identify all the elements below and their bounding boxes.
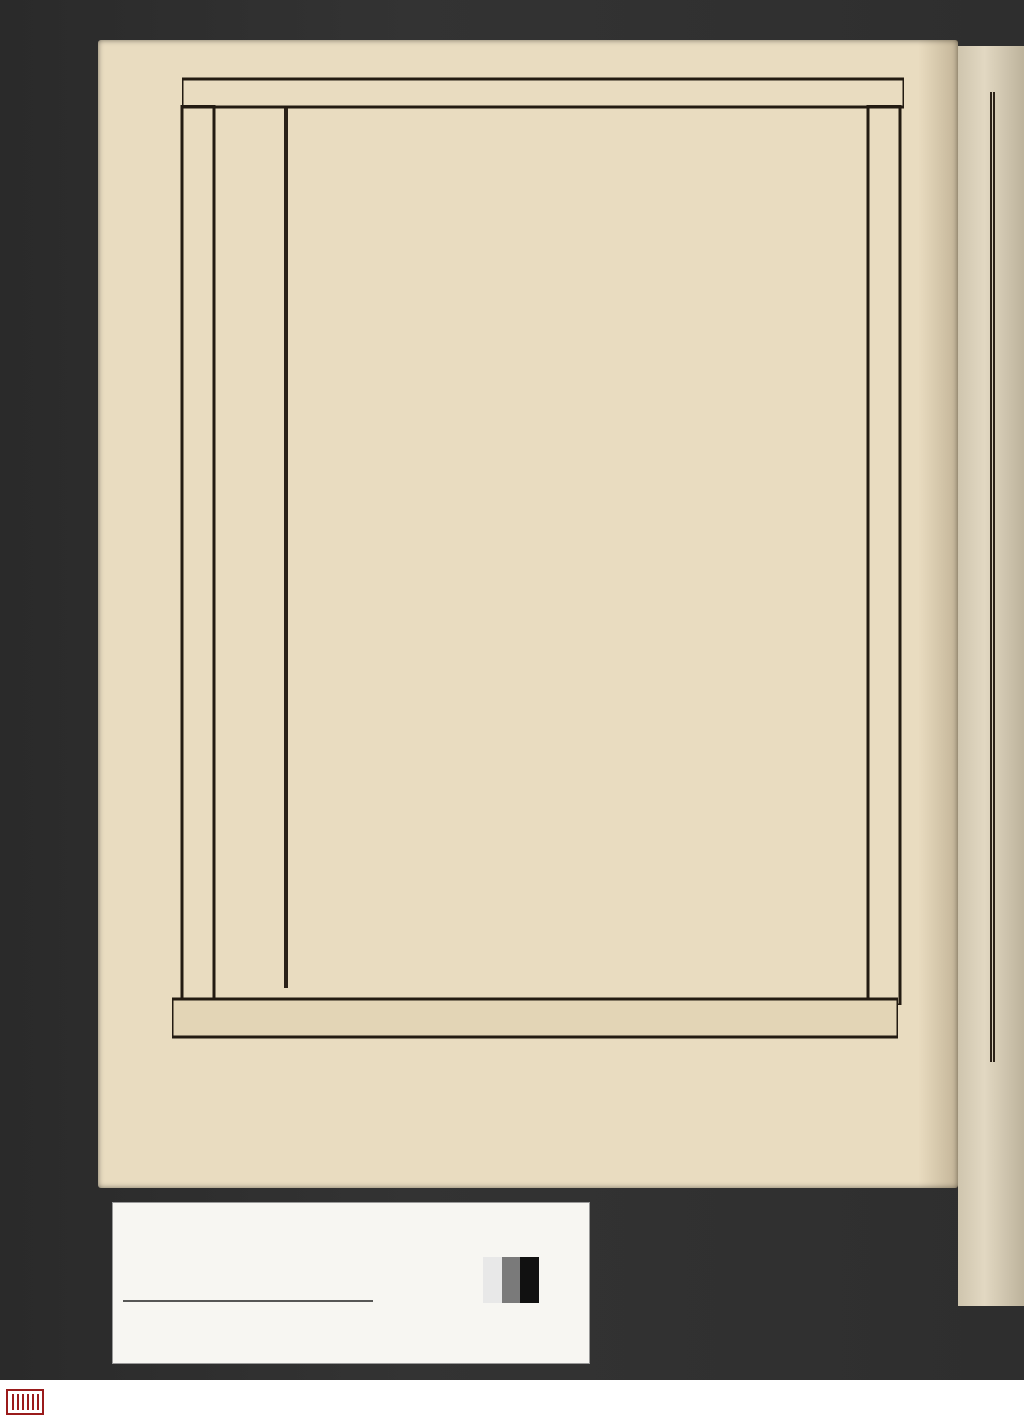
text-line — [296, 838, 878, 867]
top-ornament-border — [182, 77, 904, 109]
text-line — [296, 695, 878, 724]
gray-swatches — [483, 1257, 539, 1303]
text-line — [296, 581, 878, 610]
ruler-scale — [123, 1263, 373, 1303]
catchword — [296, 981, 878, 1010]
swatch-light — [483, 1257, 502, 1303]
text-line — [296, 638, 878, 667]
text-line — [296, 238, 878, 267]
facing-page-ornament — [990, 92, 1024, 1062]
text-line — [296, 409, 878, 438]
text-line — [296, 610, 878, 639]
swatch-dark — [520, 1257, 539, 1303]
text-line — [296, 867, 878, 896]
text-line — [296, 152, 878, 181]
text-line — [296, 724, 878, 753]
text-line — [296, 781, 878, 810]
text-line — [296, 752, 878, 781]
text-line — [296, 295, 878, 324]
text-line — [296, 352, 878, 381]
left-ornament-border — [176, 105, 220, 1005]
text-line — [296, 524, 878, 553]
color-card — [112, 1202, 590, 1364]
barcode-icon — [6, 1388, 44, 1416]
text-line — [296, 552, 878, 581]
footer-bar — [0, 1380, 1024, 1423]
text-line — [296, 467, 878, 496]
text-line — [296, 209, 878, 238]
margin-rule — [284, 108, 288, 988]
text-line — [296, 667, 878, 696]
text-line — [296, 324, 878, 353]
swatch-mid — [502, 1257, 521, 1303]
text-line — [296, 266, 878, 295]
text-line — [296, 924, 878, 953]
text-line — [296, 181, 878, 210]
ruler-numbers — [113, 1303, 373, 1333]
text-line — [296, 895, 878, 924]
body-text — [296, 152, 878, 1010]
text-line — [296, 810, 878, 839]
text-line — [296, 438, 878, 467]
text-line — [296, 381, 878, 410]
text-line — [296, 495, 878, 524]
text-line — [296, 953, 878, 982]
